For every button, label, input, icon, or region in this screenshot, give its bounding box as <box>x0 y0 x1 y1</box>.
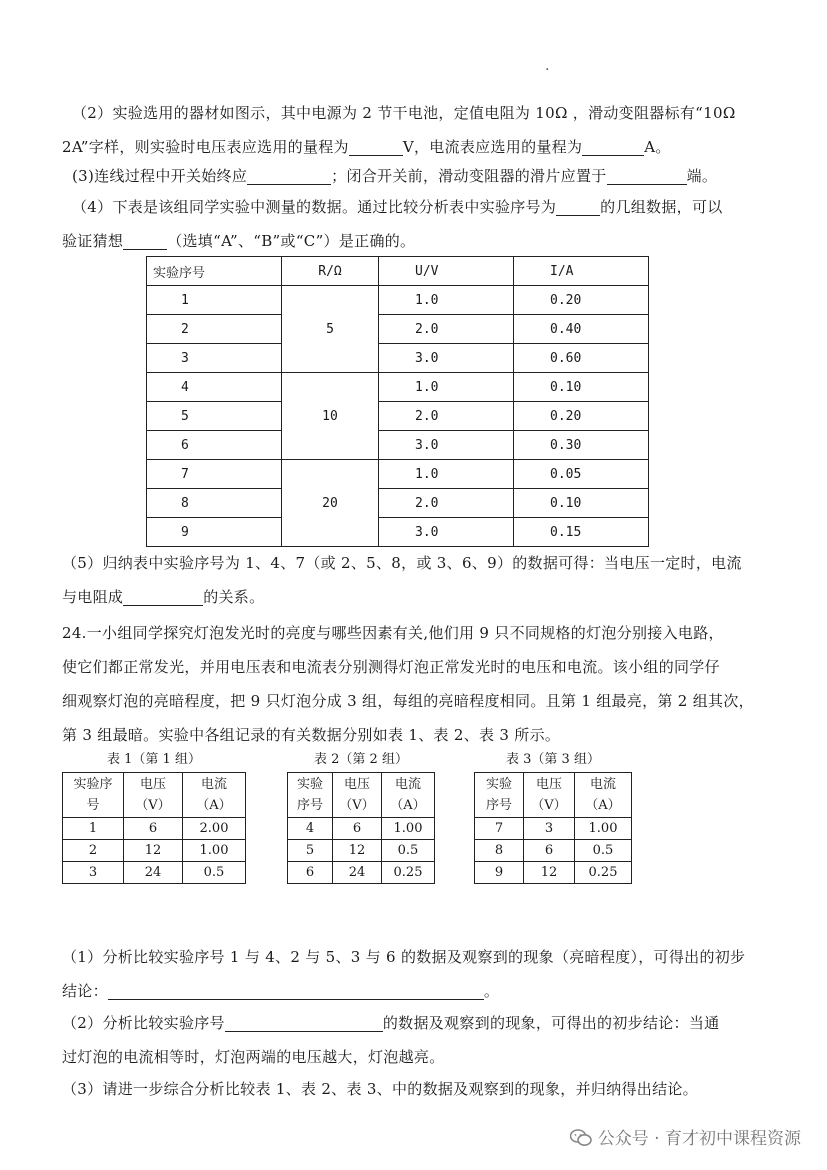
header-line: （A） <box>196 798 232 813</box>
table-caption: 表 2（第 2 组） <box>314 752 408 767</box>
table-row <box>147 402 649 431</box>
table-row <box>147 518 649 547</box>
header-cell <box>63 773 124 818</box>
cell: 5 <box>288 840 333 862</box>
header-line: 电流 <box>200 777 227 792</box>
header-cell <box>575 773 632 818</box>
q2-text-b: V，电流表应选用的量程为 <box>402 138 583 156</box>
table-1 <box>62 748 246 900</box>
q24-2-line1 <box>62 1006 782 1040</box>
header-line: 电流 <box>589 777 616 792</box>
voltage-cell: 1.0 <box>379 286 514 315</box>
q24-1-text-b: 。 <box>483 982 500 1000</box>
cell: 6 <box>524 840 575 862</box>
header-line: 电压 <box>535 777 562 792</box>
cell: 12 <box>124 840 183 862</box>
cell: 0.5 <box>575 840 632 862</box>
table-row <box>288 840 435 862</box>
cell: 6 <box>288 862 333 884</box>
current-cell: 0.05 <box>514 460 649 489</box>
table-row <box>288 818 435 840</box>
voltage-cell: 1.0 <box>379 373 514 402</box>
q5-line1: （5）归纳表中实验序号为 1、4、7（或 2、5、8，或 3、6、9）的数据可得：当电压一定时，电流 <box>62 554 742 572</box>
switch-state-blank[interactable] <box>247 166 331 185</box>
current-cell: 0.40 <box>514 315 649 344</box>
resistance-data-table <box>146 256 649 547</box>
sequence-numbers-blank[interactable] <box>225 1013 383 1032</box>
q24-line2: 使它们都正常发光，并用电压表和电流表分别测得灯泡正常发光时的电压和电流。该小组的同学仔 <box>62 658 720 676</box>
table-row <box>147 373 649 402</box>
voltage-cell: 3.0 <box>379 518 514 547</box>
table-row <box>475 862 632 884</box>
seq-cell: 5 <box>147 402 282 431</box>
cell: 1.00 <box>183 840 246 862</box>
q4-text-c: 验证猜想 <box>62 232 124 250</box>
q24-2-text-b: 的数据及观察到的现象，可得出的初步结论：当通 <box>382 1014 720 1032</box>
header-line: （A） <box>390 798 426 813</box>
table-row <box>147 431 649 460</box>
seq-cell: 7 <box>147 460 282 489</box>
header-cell: 实验序号 <box>147 257 282 286</box>
question-3 <box>62 159 782 193</box>
table-row <box>63 862 246 884</box>
cell: 0.25 <box>382 862 435 884</box>
hypothesis-blank[interactable] <box>123 231 167 250</box>
cell: 6 <box>333 818 382 840</box>
current-cell: 0.20 <box>514 286 649 315</box>
table-row <box>63 818 246 840</box>
q24-3-line1: （3）请进一步综合分析比较表 1、表 2、表 3、中的数据及观察到的现象，并归纳得出结论。 <box>62 1080 698 1098</box>
current-cell: 0.10 <box>514 373 649 402</box>
seq-cell: 2 <box>147 315 282 344</box>
voltage-cell: 2.0 <box>379 315 514 344</box>
experiment-number-blank[interactable] <box>556 197 600 216</box>
header-line: （V） <box>339 798 375 813</box>
q2-line1: （2）实验选用的器材如图示，其中电源为 2 节干电池，定值电阻为 10Ω ，滑动变阻器标有“10Ω <box>72 104 736 122</box>
cell: 9 <box>475 862 524 884</box>
q24-2-text-a: （2）分析比较实验序号 <box>62 1014 225 1032</box>
voltage-cell: 3.0 <box>379 431 514 460</box>
cell: 3 <box>63 862 124 884</box>
table-row <box>147 286 649 315</box>
q3-text-a: (3)连线过程中开关始终应 <box>72 167 248 185</box>
cell: 7 <box>475 818 524 840</box>
q24-line1: 24.一小组同学探究灯泡发光时的亮度与哪些因素有关,他们用 9 只不同规格的灯泡分别接入电路， <box>62 624 724 642</box>
table-caption: 表 3（第 3 组） <box>506 752 600 767</box>
voltage-cell: 2.0 <box>379 489 514 518</box>
header-line: 实验序 <box>73 777 113 792</box>
question-24-2 <box>62 1006 782 1074</box>
cell: 4 <box>288 818 333 840</box>
question-4 <box>62 190 782 258</box>
q4-text-b: 的几组数据，可以 <box>600 198 723 216</box>
seq-cell: 9 <box>147 518 282 547</box>
q3-text-b: ；闭合开关前，滑动变阻器的滑片应置于 <box>331 167 607 185</box>
header-line: 实验 <box>296 777 323 792</box>
seq-cell: 6 <box>147 431 282 460</box>
cell: 24 <box>124 862 183 884</box>
stray-dot: · <box>545 62 550 78</box>
voltage-cell: 1.0 <box>379 460 514 489</box>
table-2 <box>287 748 435 900</box>
wechat-icon <box>570 1129 592 1147</box>
slider-end-blank[interactable] <box>607 166 687 185</box>
conclusion-blank[interactable] <box>108 981 484 1000</box>
current-cell: 0.60 <box>514 344 649 373</box>
q24-line3: 细观察灯泡的亮暗程度，把 9 只灯泡分成 3 组，每组的亮暗程度相同。且第 1 组最亮，第 2 组其次， <box>62 692 754 710</box>
resistance-cell: 10 <box>282 373 379 460</box>
question-24-3 <box>62 1072 782 1106</box>
header-cell <box>524 773 575 818</box>
table-header-row <box>147 257 649 286</box>
header-line: （V） <box>531 798 567 813</box>
q5-text-a: 与电阻成 <box>62 588 124 606</box>
ammeter-range-blank[interactable] <box>582 137 644 156</box>
header-line: 实验 <box>485 777 512 792</box>
header-line: 电压 <box>139 777 166 792</box>
current-cell: 0.15 <box>514 518 649 547</box>
q4-line1 <box>62 190 782 224</box>
seq-cell: 1 <box>147 286 282 315</box>
cell: 0.5 <box>183 862 246 884</box>
current-cell: 0.20 <box>514 402 649 431</box>
cell: 8 <box>475 840 524 862</box>
q4-line2 <box>62 224 782 258</box>
header-cell <box>333 773 382 818</box>
header-cell: U/V <box>379 257 514 286</box>
cell: 0.25 <box>575 862 632 884</box>
header-line: 号 <box>86 798 100 813</box>
cell: 24 <box>333 862 382 884</box>
q24-1-text-a: 结论： <box>62 982 108 1000</box>
header-line: 电压 <box>343 777 370 792</box>
resistance-cell: 20 <box>282 460 379 547</box>
cell: 6 <box>124 818 183 840</box>
table-row <box>147 315 649 344</box>
relation-blank[interactable] <box>123 587 203 606</box>
cell: 12 <box>524 862 575 884</box>
header-line: （A） <box>585 798 621 813</box>
question-2 <box>62 96 782 164</box>
q2-text-a: 2A”字样，则实验时电压表应选用的量程为 <box>62 138 349 156</box>
q4-text-d: （选填“A”、“B”或“C”）是正确的。 <box>167 232 416 250</box>
table-3 <box>474 748 632 900</box>
header-cell <box>288 773 333 818</box>
resistance-cell: 5 <box>282 286 379 373</box>
header-cell <box>124 773 183 818</box>
seq-cell: 8 <box>147 489 282 518</box>
q24-2-line2: 过灯泡的电流相等时，灯泡两端的电压越大，灯泡越亮。 <box>62 1048 445 1066</box>
cell: 1.00 <box>575 818 632 840</box>
cell: 2 <box>63 840 124 862</box>
seq-cell: 4 <box>147 373 282 402</box>
q3-text-c: 端。 <box>686 167 718 185</box>
cell: 1 <box>63 818 124 840</box>
question-24-1 <box>62 940 782 1008</box>
q24-1-line1: （1）分析比较实验序号 1 与 4、2 与 5、3 与 6 的数据及观察到的现象（亮暗程度），可得出的初步 <box>62 948 746 966</box>
header-cell <box>183 773 246 818</box>
watermark-text: 公众号 · 育才初中课程资源 <box>597 1129 801 1149</box>
table-row <box>475 840 632 862</box>
table-row <box>147 460 649 489</box>
current-cell: 0.10 <box>514 489 649 518</box>
cell: 2.00 <box>183 818 246 840</box>
header-line: 序号 <box>296 798 323 813</box>
q5-text-b: 的关系。 <box>203 588 265 606</box>
header-line: 序号 <box>485 798 512 813</box>
watermark <box>570 1124 801 1149</box>
table-row <box>475 818 632 840</box>
table-caption: 表 1（第 1 组） <box>107 752 201 767</box>
table-row <box>147 344 649 373</box>
voltage-cell: 2.0 <box>379 402 514 431</box>
q4-text-a: （4）下表是该组同学实验中测量的数据。通过比较分析表中实验序号为 <box>72 198 557 216</box>
seq-cell: 3 <box>147 344 282 373</box>
question-24 <box>62 616 782 752</box>
q24-line4: 第 3 组最暗。实验中各组记录的有关数据分别如表 1、表 2、表 3 所示。 <box>62 726 561 744</box>
voltmeter-range-blank[interactable] <box>349 137 403 156</box>
header-cell <box>382 773 435 818</box>
table-row <box>63 840 246 862</box>
table-row <box>288 862 435 884</box>
table-row <box>147 489 649 518</box>
header-line: 电流 <box>394 777 421 792</box>
q24-1-line2 <box>62 974 782 1008</box>
header-cell <box>475 773 524 818</box>
q3-line <box>62 159 782 193</box>
header-line: （V） <box>135 798 171 813</box>
cell: 12 <box>333 840 382 862</box>
q5-line2 <box>62 580 782 614</box>
voltage-cell: 3.0 <box>379 344 514 373</box>
question-5 <box>62 546 782 614</box>
header-cell: I/A <box>514 257 649 286</box>
current-cell: 0.30 <box>514 431 649 460</box>
header-cell: R/Ω <box>282 257 379 286</box>
cell: 0.5 <box>382 840 435 862</box>
cell: 3 <box>524 818 575 840</box>
cell: 1.00 <box>382 818 435 840</box>
q2-text-c: A。 <box>644 138 671 156</box>
